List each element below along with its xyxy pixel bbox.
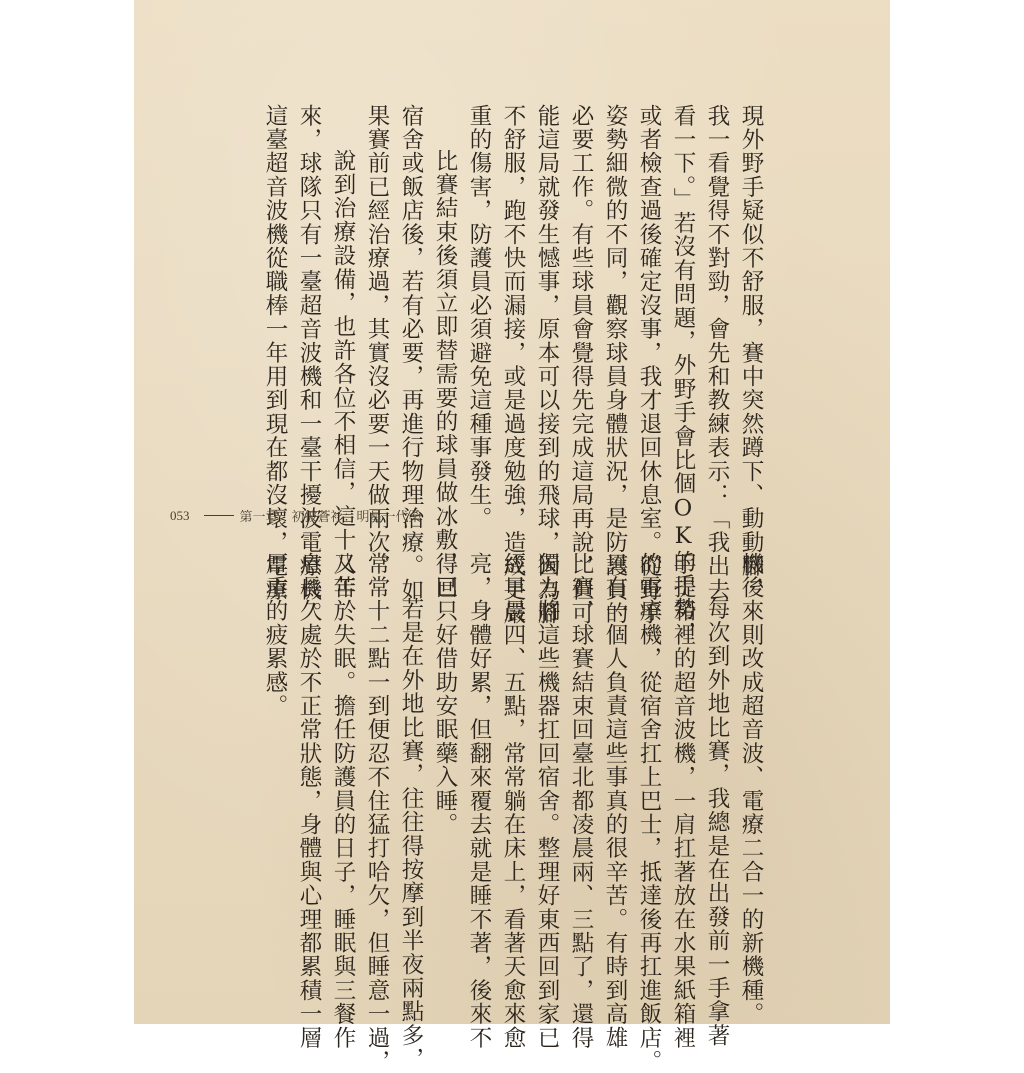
text-column: 獨力將這些機器扛回宿舍。整理好東西回到家已 [534, 552, 560, 1050]
text-column: 必要工作。有些球員會覺得先完成這局再說，但可 [568, 104, 594, 626]
text-column: 來，球隊只有一臺超音波機和一臺干擾波電療機。 [296, 104, 322, 626]
text-column: 常常十二點一到便忍不住猛打哈欠，但睡意一過， [364, 552, 390, 1073]
text-column: 手提箱裡的超音波機，一肩扛著放在水果紙箱裡 [670, 552, 696, 1050]
text-column: 果賽前已經治療過，其實沒必要一天做兩次。 [364, 104, 390, 578]
text-column: 只有一個人負責這些事真的很辛苦。有時到高雄 [602, 552, 628, 1050]
text-column: 現外野手疑似不舒服，賽中突然蹲下、動動腳， [738, 104, 764, 602]
text-column: 不舒服，跑不快而漏接，或是過度勉強，造成更嚴 [500, 104, 526, 626]
text-column: 這臺超音波機從職棒一年用到現在都沒壞，電療 [262, 104, 288, 602]
text-column: 比賽，球賽結束回臺北都凌晨兩、三點了，還得 [568, 552, 594, 1050]
text-block-bottom [228, 552, 768, 1073]
text-column: 經早晨四、五點，常常躺在床上，看著天愈來愈 [500, 552, 526, 1050]
text-column: 看一下。」若沒有問題，外野手會比個OK的手勢， [670, 104, 696, 645]
text-column: 我一看覺得不對勁，會先和教練表示：「我出去 [704, 104, 730, 602]
text-column: 的電療機，從宿舍扛上巴士，抵達後再扛進飯店。 [636, 552, 662, 1073]
text-column: 能這局就發生憾事，原本可以接到的飛球，因為腳 [534, 104, 560, 626]
page-footer [170, 506, 422, 525]
text-column: 或者檢查過後確定沒事，我才退回休息室。從野手 [636, 104, 662, 626]
running-header: 第一章 初披蒼衫：明星一代桑 [239, 509, 422, 524]
text-column: 若是在外地比賽，往往得按摩到半夜兩點多， [398, 597, 424, 1071]
text-column: 比賽結束後須立即替需要的球員做冰敷，回 [432, 149, 458, 600]
text-column: 得已只好借助安眠藥入睡。 [432, 552, 458, 837]
text-column: 機後來則改成超音波、電療二合一的新機種。 [738, 552, 764, 1026]
text-column: 厚重的疲累感。 [262, 552, 288, 718]
text-column: 每次到外地比賽，我總是在出發前一手拿著 [704, 597, 730, 1048]
text-column: 亮，身體好累，但翻來覆去就是睡不著，後來不 [466, 552, 492, 1050]
text-column: 又苦於失眠。擔任防護員的日子，睡眠與三餐作 [330, 552, 356, 1050]
text-column: 姿勢細微的不同，觀察球員身體狀況，是防護員的 [602, 104, 628, 626]
text-column: 說到治療設備，也許各位不相信，這十八年 [330, 149, 356, 600]
page-number: 053 [170, 507, 190, 523]
text-column: 重的傷害，防護員必須避免這種事發生。 [466, 104, 492, 531]
text-column: 息長久處於不正常狀態，身體與心理都累積一層 [296, 552, 322, 1050]
text-column: 宿舍或飯店後，若有必要，再進行物理治療。如 [398, 104, 424, 602]
header-rule [204, 515, 234, 516]
